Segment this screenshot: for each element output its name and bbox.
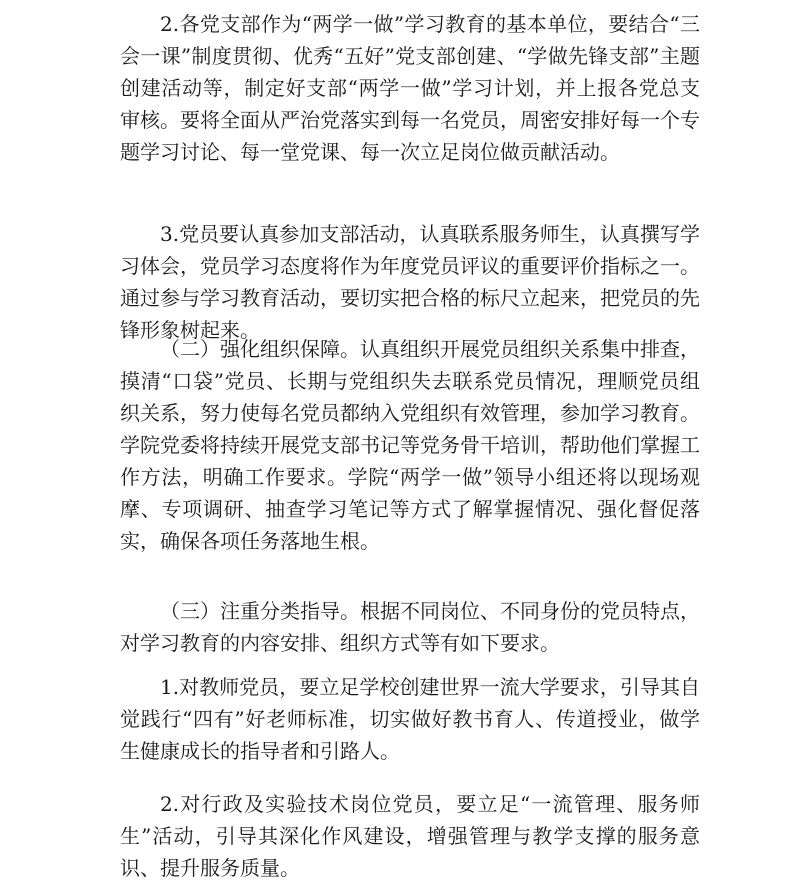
paragraph-organizational-guarantee: （二）强化组织保障。认真组织开展党员组织关系集中排查，摸清“口袋”党员、长期与党组织失去联系党员情况，理顺党员组织关系，努力使每名党员都纳入党组织有效管理，参加学习教育。学院党委将持续开展党支部书记等党务骨干培训，帮助他们掌握工作方法，明确工作要求。学院“两学一做”领导小组还将以现场观摩、专项调研、抽查学习笔记等方式了解掌握情况、强化督促落实，确保各项任务落地生根。	[120, 337, 700, 553]
paragraph-teacher-members: 1.对教师党员，要立足学校创建世界一流大学要求，引导其自觉践行“四有”好老师标准，切实做好教书育人、传道授业，做学生健康成长的指导者和引路人。	[120, 675, 700, 763]
paragraph-branch-study-plan: 2.各党支部作为“两学一做”学习教育的基本单位，要结合“三会一课”制度贯彻、优秀“五好”党支部创建、“学做先锋支部”主题创建活动等，制定好支部“两学一做”学习计划，并上报各党总支审核。要将全面从严治党落实到每一名党员，周密安排好每一个专题学习讨论、每一堂党课、每一次立足岗位做贡献活动。	[120, 12, 700, 164]
paragraph-classified-guidance: （三）注重分类指导。根据不同岗位、不同身份的党员特点，对学习教育的内容安排、组织方式等有如下要求。	[120, 599, 700, 655]
paragraph-member-participation: 3.党员要认真参加支部活动，认真联系服务师生，认真撰写学习体会，党员学习态度将作为年度党员评议的重要评价指标之一。通过参与学习教育活动，要切实把合格的标尺立起来，把党员的先锋形象树起来。	[120, 222, 700, 342]
paragraph-admin-staff-members: 2.对行政及实验技术岗位党员，要立足“一流管理、服务师生”活动，引导其深化作风建设，增强管理与教学支撑的服务意识、提升服务质量。	[120, 792, 700, 880]
